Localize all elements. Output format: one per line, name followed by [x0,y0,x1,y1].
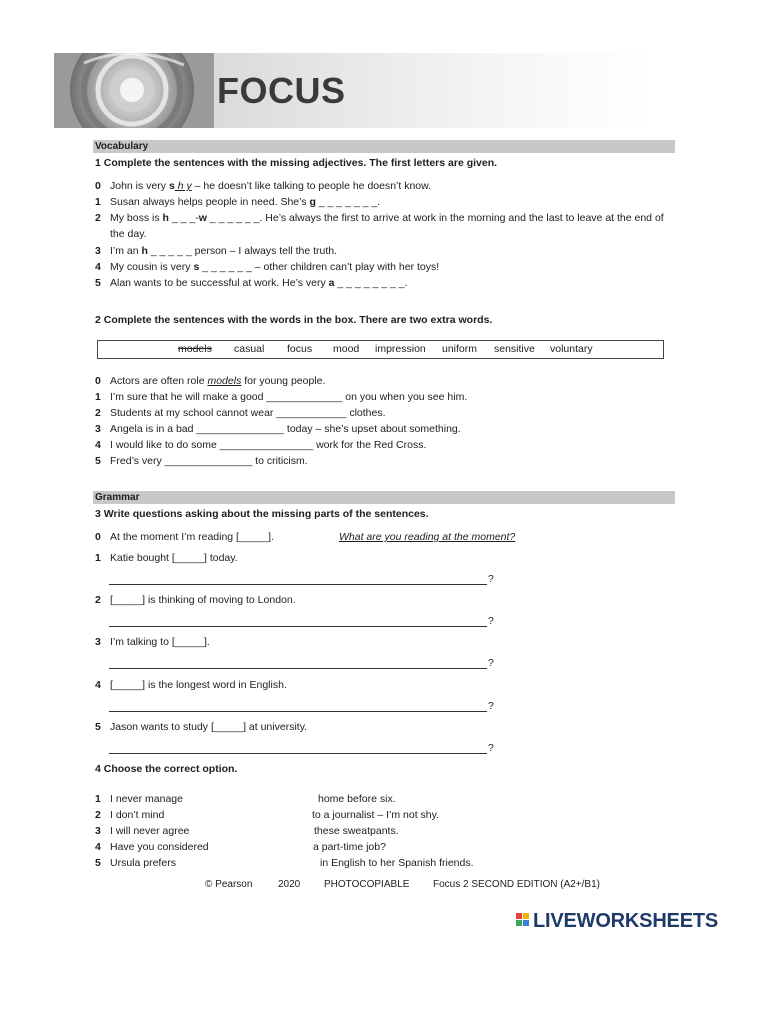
word-box-item: uniform [442,343,478,355]
page-title: FOCUS [217,70,346,111]
item-text: Katie bought [_____] today. [110,552,238,564]
example-answer: models [207,375,242,387]
footer-year: 2020 [278,879,301,890]
question-mark: ? [488,615,494,627]
first-letter: a [328,277,335,289]
item-number: 5 [95,721,101,733]
item-text: for young people. [241,375,326,387]
item-number: 2 [95,809,101,821]
item-text: I’m talking to [_____]. [110,636,210,648]
item-text: I don’t mind [110,809,165,821]
question-mark: ? [488,573,494,585]
first-letter: h [162,212,169,224]
item-number: 0 [95,375,101,387]
section-heading-vocabulary: Vocabulary [93,140,675,153]
item-number: 5 [95,455,101,467]
item-text: Actors are often role [110,375,208,387]
question-mark: ? [488,742,494,754]
answer-line[interactable] [109,711,487,712]
task-2-instruction: 2 Complete the sentences with the words in the box. There are two extra words. [95,314,493,326]
item-text: _ _ _ _ _ _. He’s always the first to arrive at work in the morning and the last to leave at the end of the day. [110,212,664,240]
answer-blank[interactable]: _ _ _ _ _ _ _. [315,196,381,208]
first-letter: w [198,212,207,224]
item-number: 4 [95,679,101,691]
word-box-item: impression [375,343,426,355]
item-number: 1 [95,391,101,403]
question-mark: ? [488,657,494,669]
answer-line[interactable] [109,668,487,669]
item-number: 4 [95,439,101,451]
item-continuation: to a journalist – I’m not shy. [312,809,440,821]
item-number: 1 [95,793,101,805]
item-text: [_____] is the longest word in English. [110,679,287,691]
item-text: John is very [110,180,169,192]
item-number: 3 [95,636,101,648]
answer-line[interactable] [109,626,487,627]
item-text: I will never agree [110,825,190,837]
item-continuation: a part-time job? [313,841,386,853]
item-text: _ _ _ _ _ person – I always tell the truth. [147,245,338,257]
item-text[interactable]: I would like to do some ________________ work for the Red Cross. [110,439,427,451]
item-text: Alan wants to be successful at work. He’s very [110,277,329,289]
task-4-instruction: 4 Choose the correct option. [95,763,238,775]
item-number: 2 [95,407,101,419]
item-number: 3 [95,423,101,435]
item-number: 0 [95,180,101,192]
item-text[interactable]: Fred’s very _______________ to criticism. [110,455,308,467]
task-1-instruction: 1 Complete the sentences with the missing adjectives. The first letters are given. [95,157,498,169]
answer-blank[interactable]: _ _ _ _ _ _ _ _. [334,277,408,289]
example-answer: What are you reading at the moment? [339,531,516,543]
first-letter: g [309,196,316,208]
item-number: 2 [95,212,101,224]
item-number: 0 [95,531,101,543]
word-box-item: models [178,343,212,355]
word-box [97,340,664,359]
item-text: [_____] is thinking of moving to London. [110,594,296,606]
footer-edition: Focus 2 SECOND EDITION (A2+/B1) [433,879,600,890]
item-number: 4 [95,841,101,853]
item-number: 5 [95,277,101,289]
answer-line[interactable] [109,584,487,585]
item-text[interactable]: Angela is in a bad _______________ today – she’s upset about something. [110,423,461,435]
lens-graphic [54,53,214,128]
item-number: 4 [95,261,101,273]
item-text: Ursula prefers [110,857,176,869]
item-continuation: home before six. [318,793,396,805]
item-text: I never manage [110,793,183,805]
footer-copyright: © Pearson [205,879,253,890]
answer-line[interactable] [109,753,487,754]
footer-photocopiable: PHOTOCOPIABLE [324,879,410,890]
header-banner [54,53,654,128]
word-box-item: mood [333,343,360,355]
first-letter: s [193,261,200,273]
item-text: Have you considered [110,841,209,853]
item-number: 3 [95,245,101,257]
answer-blank[interactable]: _ _ _- [168,212,199,224]
item-number: 2 [95,594,101,606]
item-text[interactable]: I’m sure that he will make a good _____________ on you when you see him. [110,391,468,403]
item-text: My boss is [110,212,163,224]
item-continuation: in English to her Spanish friends. [320,857,474,869]
word-box-item: focus [287,343,313,355]
section-heading-grammar: Grammar [93,491,675,504]
item-text[interactable]: Students at my school cannot wear ____________ clothes. [110,407,386,419]
item-text: My cousin is very [110,261,194,273]
liveworksheets-watermark[interactable]: LIVEWORKSHEETS [533,910,718,932]
item-text: Susan always helps people in need. She’s [110,196,310,208]
item-text: _ _ _ _ _ _ – other children can’t play with her toys! [199,261,440,273]
word-box-item: voluntary [550,343,593,355]
first-letter: h [141,245,148,257]
task-3-instruction: 3 Write questions asking about the missing parts of the sentences. [95,508,429,520]
word-box-item: casual [234,343,265,355]
liveworksheets-logo-icon [514,908,532,934]
item-text: – he doesn’t like talking to people he doesn’t know. [191,180,432,192]
task-1-item [95,210,675,242]
example-answer: h y [174,180,192,192]
item-text: At the moment I’m reading [_____]. [110,531,275,543]
first-letter: s [168,180,175,192]
item-number: 5 [95,857,101,869]
item-continuation: these sweatpants. [314,825,399,837]
question-mark: ? [488,700,494,712]
item-number: 1 [95,552,101,564]
item-number: 1 [95,196,101,208]
item-text: Jason wants to study [_____] at university. [110,721,308,733]
word-box-item: sensitive [494,343,535,355]
item-text: I’m an [110,245,142,257]
item-number: 3 [95,825,101,837]
